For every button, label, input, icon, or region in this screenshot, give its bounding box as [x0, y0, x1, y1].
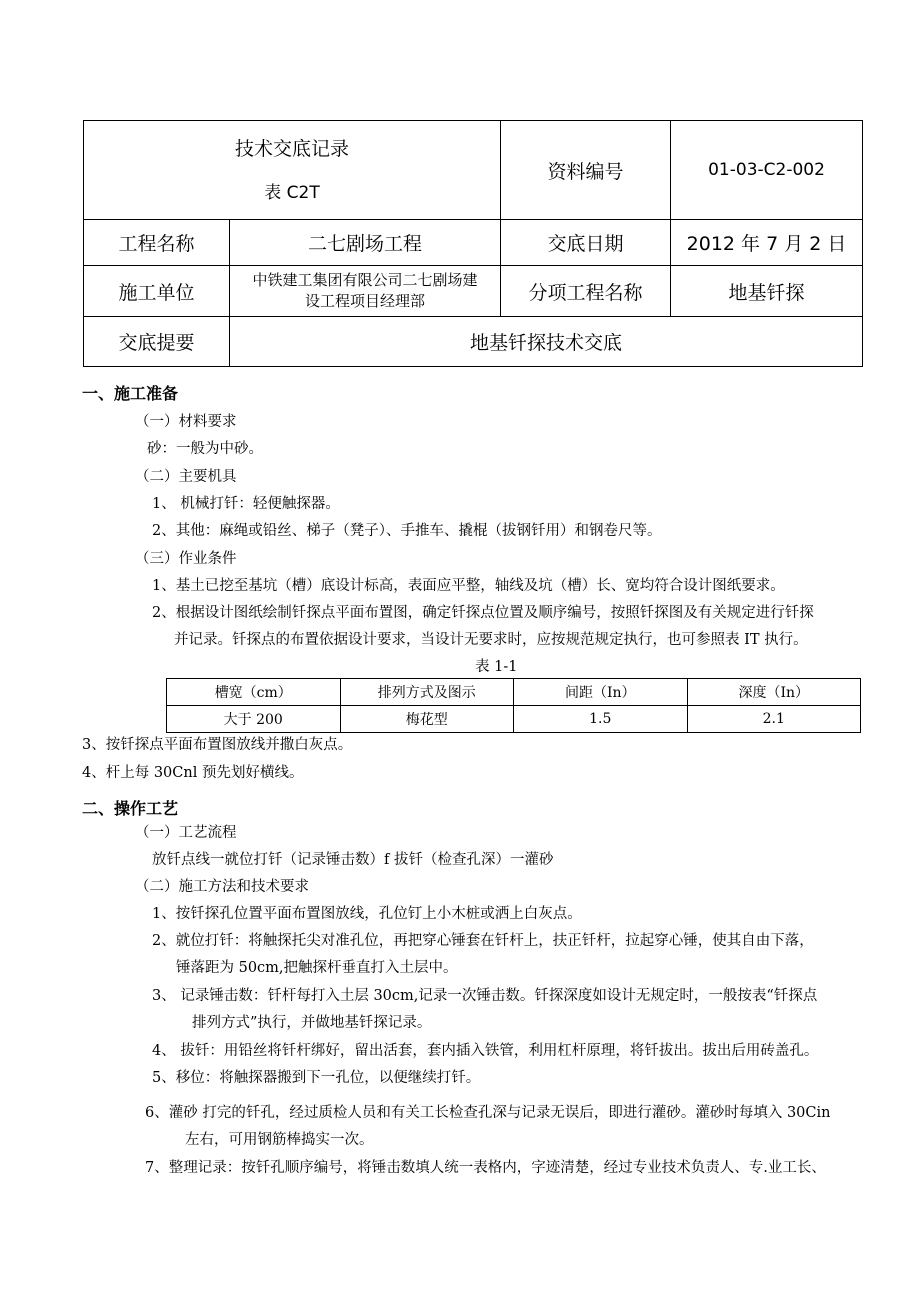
table-header-row [167, 679, 861, 706]
unit-line-2: 设工程项目经理部 [305, 292, 426, 310]
s2-flow: 放钎点线一就位打钎（记录锤击数）f 拔钎（检查孔深）一灌砂 [152, 852, 554, 868]
date-value: 2012 年 7 月 2 日 [671, 220, 863, 266]
unit-label: 施工单位 [84, 266, 230, 317]
s2-method-3b: 排列方式”执行，并做地基钎探记录。 [192, 1015, 432, 1031]
s1-tools-1: 1、 机械打钎：轻便触探器。 [152, 496, 340, 512]
s1-material-sand: 砂：一般为中砂。 [147, 441, 263, 457]
table-header-cell: 槽宽（cm） [167, 679, 341, 706]
subitem-label: 分项工程名称 [501, 266, 671, 317]
s1-conditions-title: （三）作业条件 [135, 551, 237, 567]
form-number: 表 C2T [264, 183, 320, 203]
doc-title: 技术交底记录 [235, 138, 350, 160]
doc-no-label: 资料编号 [501, 121, 671, 220]
s1-conditions-3: 3、按钎探点平面布置图放线并撒白灰点。 [82, 737, 353, 753]
s2-method-3a: 3、 记录锤击数：钎杆每打入土层 30cm,记录一次锤击数。钎探深度如设计无规定时，一般按表“钎探点 [152, 988, 818, 1004]
s2-method-6a: 6、灌砂 打完的钎孔，经过质检人员和有关工长检查孔深与记录无误后，即进行灌砂。灌砂时每填入 30Cin [145, 1105, 831, 1121]
summary-label: 交底提要 [84, 317, 230, 367]
s2-method-7: 7、整理记录：按钎孔顺序编号，将锤击数填人统一表格内，字迹清楚，经过专业技术负责人、专.业工长、 [145, 1160, 826, 1176]
unit-value [230, 266, 501, 317]
table-cell: 梅花型 [340, 706, 514, 733]
table-cell: 大于 200 [167, 706, 341, 733]
s2-method-2b: 锤落距为 50cm,把触探杆垂直打入土层中。 [176, 960, 458, 976]
table-header-cell: 排列方式及图示 [340, 679, 514, 706]
s1-conditions-2b: 并记录。钎探点的布置依据设计要求，当设计无要求时，应按规范规定执行，也可参照表 IT 执行。 [174, 632, 808, 648]
s1-tools-title: （二）主要机具 [135, 469, 237, 485]
spacing-table [166, 678, 861, 733]
s1-conditions-2a: 2、根据设计图纸绘制钎探点平面布置图，确定钎探点位置及顺序编号，按照钎探图及有关规定进行钎探 [152, 605, 814, 621]
unit-line-1: 中铁建工集团有限公司二七剧场建 [252, 271, 478, 289]
section-1-title: 一、施工准备 [82, 384, 179, 403]
summary-value: 地基钎探技术交底 [230, 317, 863, 367]
s1-conditions-4: 4、杆上每 30Cnl 预先划好横线。 [82, 765, 304, 781]
s2-method-4: 4、 拔钎：用铅丝将钎杆绑好，留出活套，套内插入铁管，利用杠杆原理，将钎拔出。拔出后用砖盖孔。 [152, 1043, 819, 1059]
s2-flow-title: （一）工艺流程 [135, 825, 237, 841]
doc-no-value: 01-03-C2-002 [671, 121, 863, 220]
s2-method-title: （二）施工方法和技术要求 [135, 879, 309, 895]
s2-method-5: 5、移位：将触探器搬到下一孔位，以便继续打钎。 [152, 1070, 481, 1086]
s2-method-2a: 2、就位打钎：将触探托尖对准孔位，再把穿心锤套在钎杆上，扶正钎杆，拉起穿心锤，使其自由下落， [152, 933, 814, 949]
header-table [83, 120, 863, 367]
s2-method-6b: 左右，可用钢筋棒捣实一次。 [185, 1132, 374, 1148]
title-cell [84, 121, 501, 220]
table-row [167, 706, 861, 733]
table-cell: 1.5 [514, 706, 688, 733]
project-value: 二七剧场工程 [230, 220, 501, 266]
table-caption: 表 1-1 [475, 659, 518, 675]
subitem-value: 地基钎探 [671, 266, 863, 317]
table-cell: 2.1 [687, 706, 861, 733]
s1-material-title: （一）材料要求 [135, 414, 237, 430]
table-header-cell: 深度（In） [687, 679, 861, 706]
project-label: 工程名称 [84, 220, 230, 266]
s1-tools-2: 2、其他：麻绳或铅丝、梯子（凳子）、手推车、撬棍（拔钢钎用）和钢卷尺等。 [152, 523, 662, 539]
table-header-cell: 间距（In） [514, 679, 688, 706]
section-2-title: 二、操作工艺 [82, 799, 179, 818]
date-label: 交底日期 [501, 220, 671, 266]
s1-conditions-1: 1、基土已挖至基坑（槽）底设计标高，表面应平整，轴线及坑（槽）长、宽均符合设计图纸要求。 [152, 578, 785, 594]
s2-method-1: 1、按钎探孔位置平面布置图放线，孔位钉上小木桩或洒上白灰点。 [152, 906, 582, 922]
